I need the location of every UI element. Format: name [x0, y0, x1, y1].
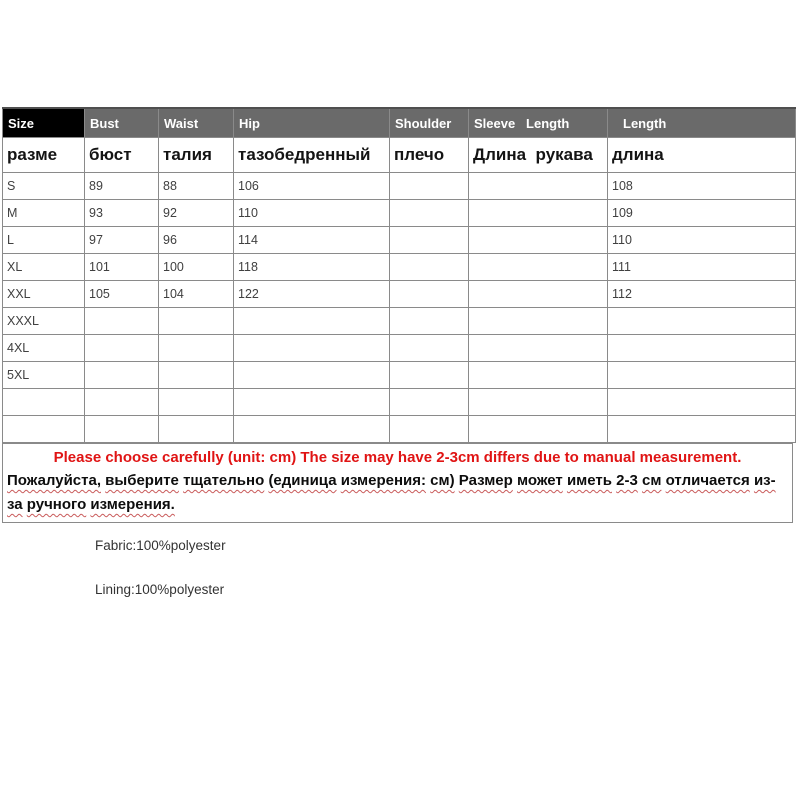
table-row — [3, 416, 796, 443]
table-cell — [234, 416, 390, 443]
table-row — [3, 173, 796, 200]
table-row — [3, 335, 796, 362]
fabric-info: Fabric:100%polyester — [95, 538, 226, 553]
table-cell: 96 — [159, 227, 234, 254]
table-row — [3, 254, 796, 281]
table-cell — [469, 308, 608, 335]
table-cell — [390, 254, 469, 281]
table-cell — [234, 389, 390, 416]
table-cell: 114 — [234, 227, 390, 254]
table-cell: 104 — [159, 281, 234, 308]
table-body — [3, 173, 796, 443]
table-header-row-en — [3, 108, 796, 138]
table-row — [3, 362, 796, 389]
table-header-row-ru — [3, 138, 796, 173]
notice-ru-word: измерения: — [340, 472, 426, 489]
table-cell — [608, 389, 796, 416]
table-cell — [390, 281, 469, 308]
table-cell: 112 — [608, 281, 796, 308]
table-cell — [469, 335, 608, 362]
table-cell — [469, 362, 608, 389]
header-cell-ru: Длина рукава — [469, 138, 608, 173]
header-cell: Waist — [159, 108, 234, 138]
table-cell — [390, 227, 469, 254]
notice-ru-word: тщательно — [183, 472, 265, 489]
table-row — [3, 308, 796, 335]
notice-ru-word: измерения. — [90, 496, 175, 513]
table-cell — [390, 308, 469, 335]
table-cell — [608, 308, 796, 335]
header-cell: Sleeve Length — [469, 108, 608, 138]
notice-ru-word: см) — [430, 472, 455, 489]
notice-ru-word: из-за — [7, 472, 776, 513]
table-cell — [469, 389, 608, 416]
table-cell — [469, 173, 608, 200]
table-cell — [159, 362, 234, 389]
table-cell — [390, 173, 469, 200]
table-cell — [469, 254, 608, 281]
table-cell — [469, 416, 608, 443]
header-cell-ru: разме — [3, 138, 85, 173]
table-cell — [608, 335, 796, 362]
table-cell — [390, 416, 469, 443]
table-cell — [390, 389, 469, 416]
header-cell: Bust — [85, 108, 159, 138]
table-cell: XL — [3, 254, 85, 281]
table-cell — [3, 389, 85, 416]
header-cell-size: Size — [3, 108, 85, 138]
header-cell-ru: бюст — [85, 138, 159, 173]
table-cell: 93 — [85, 200, 159, 227]
table-cell: M — [3, 200, 85, 227]
table-cell — [159, 308, 234, 335]
header-cell: Length — [608, 108, 796, 138]
table-cell — [234, 308, 390, 335]
notice-ru-word: (единица — [268, 472, 337, 489]
table-cell: 118 — [234, 254, 390, 281]
table-cell: XXXL — [3, 308, 85, 335]
table-cell — [390, 335, 469, 362]
table-cell: 88 — [159, 173, 234, 200]
table-cell: 5XL — [3, 362, 85, 389]
table-cell — [85, 362, 159, 389]
table-cell — [469, 281, 608, 308]
notice-ru-word: Пожалуйста, — [7, 472, 101, 489]
header-cell: Shoulder — [390, 108, 469, 138]
notice-ru-word: отличается — [665, 472, 750, 489]
notice-ru-word: выберите — [105, 472, 179, 489]
table-cell: 105 — [85, 281, 159, 308]
table-row — [3, 227, 796, 254]
table-cell: 111 — [608, 254, 796, 281]
notice-ru-word: см — [642, 472, 662, 489]
header-cell: Hip — [234, 108, 390, 138]
table-cell — [234, 335, 390, 362]
table-cell: 101 — [85, 254, 159, 281]
table-cell: XXL — [3, 281, 85, 308]
header-cell-ru: талия — [159, 138, 234, 173]
header-cell-ru: плечо — [390, 138, 469, 173]
table-cell: 109 — [608, 200, 796, 227]
header-cell-ru: тазобедренный — [234, 138, 390, 173]
table-cell — [390, 362, 469, 389]
table-cell: 97 — [85, 227, 159, 254]
header-cell-ru: длина — [608, 138, 796, 173]
table-cell — [608, 362, 796, 389]
table-row — [3, 389, 796, 416]
notice-ru-word: ручного — [26, 496, 87, 513]
table-cell: 110 — [234, 200, 390, 227]
table-cell — [159, 335, 234, 362]
table-cell — [469, 200, 608, 227]
table-cell: 122 — [234, 281, 390, 308]
table-cell — [390, 200, 469, 227]
table-cell: L — [3, 227, 85, 254]
table-cell — [159, 416, 234, 443]
table-cell — [85, 416, 159, 443]
table-cell: 110 — [608, 227, 796, 254]
table-cell — [85, 335, 159, 362]
table-cell: 89 — [85, 173, 159, 200]
table-cell — [608, 416, 796, 443]
table-cell: S — [3, 173, 85, 200]
table-cell: 106 — [234, 173, 390, 200]
table-cell — [85, 308, 159, 335]
measurement-notice — [2, 443, 793, 523]
notice-ru-word: может — [516, 472, 563, 489]
table-cell — [85, 389, 159, 416]
size-table — [2, 107, 796, 443]
table-row — [3, 281, 796, 308]
notice-ru-word: иметь — [566, 472, 612, 489]
notice-text-ru — [3, 469, 792, 517]
notice-ru-word: Размер — [458, 472, 513, 489]
lining-info: Lining:100%polyester — [95, 582, 225, 597]
table-cell — [159, 389, 234, 416]
notice-text-en: Please choose carefully (unit: cm) The size may have 2-3cm differs due to manual measurement. — [53, 449, 742, 466]
notice-ru-word: 2-3 — [616, 472, 638, 489]
table-cell: 100 — [159, 254, 234, 281]
table-cell: 92 — [159, 200, 234, 227]
table-row — [3, 200, 796, 227]
table-cell: 4XL — [3, 335, 85, 362]
table-cell — [234, 362, 390, 389]
table-cell: 108 — [608, 173, 796, 200]
table-cell — [3, 416, 85, 443]
table-cell — [469, 227, 608, 254]
